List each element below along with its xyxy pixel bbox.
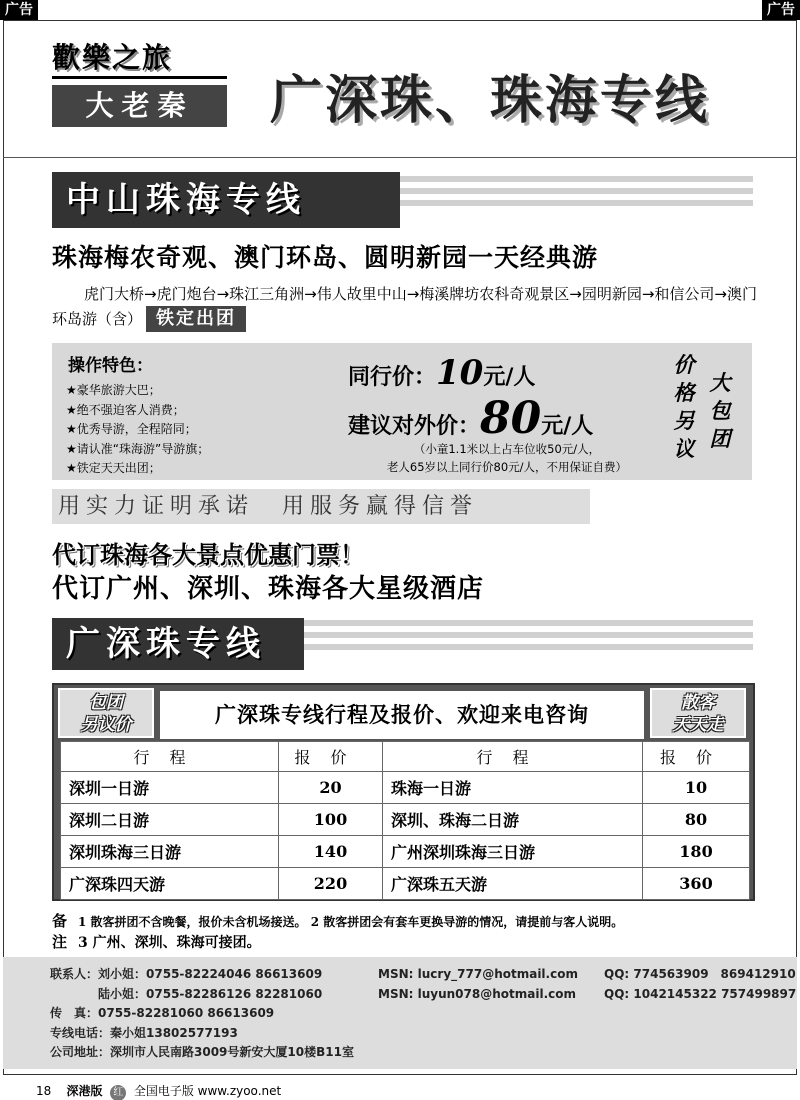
ad-tag-right: 广告 bbox=[762, 0, 800, 20]
table-row bbox=[61, 804, 750, 836]
contact-phone: 0755-82224046 86613609 bbox=[146, 967, 323, 981]
feature-item: ★绝不强迫客人消费； bbox=[66, 402, 185, 417]
feature-item: ★豪华旅游大巴； bbox=[66, 383, 161, 397]
section-banner-zhongshan: 中山珠海专线 bbox=[52, 172, 400, 228]
badge-line: 散客 bbox=[681, 693, 715, 713]
contact-phone: 0755-82286126 82281060 bbox=[146, 986, 323, 1001]
feature-item: ★优秀导游，全程陪同； bbox=[66, 422, 197, 436]
retail-price-label: 建议对外价： bbox=[348, 414, 481, 439]
vertical-text-group: 大包团 bbox=[709, 370, 731, 451]
contact-row bbox=[50, 985, 797, 1005]
ticket-line: 代订珠海各大景点优惠门票！ bbox=[52, 541, 364, 569]
price-cell: 140 bbox=[279, 836, 383, 868]
retail-price bbox=[348, 393, 593, 444]
trade-price-value: 10 bbox=[436, 353, 484, 393]
group-price-badge bbox=[58, 688, 154, 738]
price-note bbox=[342, 440, 672, 476]
price-note-line: 老人65岁以上同行价80元/人，不用保证自费） bbox=[386, 460, 628, 474]
fax-row: 传 真：0755-82281060 86613609 bbox=[50, 1006, 275, 1020]
price-cell: 80 bbox=[643, 804, 750, 836]
price-cell: 100 bbox=[279, 804, 383, 836]
trade-price bbox=[348, 353, 535, 393]
logo-bottom: 大老秦 bbox=[52, 85, 227, 127]
price-table-box bbox=[52, 683, 755, 901]
contact-name: 刘小姐： bbox=[98, 967, 147, 981]
page-number: 18 bbox=[36, 1084, 52, 1098]
notes-label: 备 bbox=[52, 912, 68, 930]
contact-block bbox=[3, 957, 797, 1069]
table-row bbox=[61, 868, 750, 900]
features-title: 操作特色： bbox=[68, 356, 153, 376]
route-cell: 深圳一日游 bbox=[61, 772, 279, 804]
badge-line: 另议价 bbox=[80, 715, 132, 735]
col-header-price: 报价 bbox=[643, 742, 750, 772]
route-cell: 广深珠五天游 bbox=[383, 868, 643, 900]
route-cell: 深圳二日游 bbox=[61, 804, 279, 836]
hotel-line: 代订广州、深圳、珠海各大星级酒店 bbox=[52, 574, 485, 604]
table-header bbox=[61, 742, 750, 772]
banner-stripes bbox=[395, 176, 753, 208]
slogan: 用实力证明承诺 用服务赢得信誉 bbox=[52, 489, 590, 524]
route-cell: 深圳、珠海二日游 bbox=[383, 804, 643, 836]
address-row: 公司地址：深圳市人民南路3009号新安大厦10楼B11室 bbox=[50, 1045, 354, 1059]
notes-label: 注 bbox=[52, 933, 68, 951]
note-text: 3 广州、深圳、珠海可接团。 bbox=[78, 935, 261, 951]
contact-row bbox=[50, 965, 797, 985]
banner-stripes bbox=[300, 620, 753, 652]
tour-title: 珠海梅农奇观、澳门环岛、圆明新园一天经典游 bbox=[52, 243, 599, 272]
route-cell: 珠海一日游 bbox=[383, 772, 643, 804]
price-cell: 10 bbox=[643, 772, 750, 804]
route-cell: 深圳珠海三日游 bbox=[61, 836, 279, 868]
col-header-route: 行程 bbox=[61, 742, 279, 772]
route-cell: 广州深圳珠海三日游 bbox=[383, 836, 643, 868]
contact-name: 陆小姐： bbox=[98, 986, 147, 1001]
table-row bbox=[61, 836, 750, 868]
feature-item: ★铁定天天出团； bbox=[66, 461, 161, 475]
features-list bbox=[66, 381, 209, 479]
contact-qq: QQ: 1042145322 757499897 bbox=[604, 986, 797, 1001]
page-footer bbox=[36, 1082, 281, 1100]
contact-msn: MSN: luyun078@hotmail.com bbox=[378, 986, 577, 1001]
vertical-text-price: 价格另议 bbox=[673, 352, 695, 461]
daily-tour-badge bbox=[650, 688, 746, 738]
page-headline: 广深珠、珠海专线 bbox=[270, 70, 711, 131]
contact-msn: MSN: lucry_777@hotmail.com bbox=[378, 967, 578, 981]
route-text bbox=[52, 282, 762, 332]
trade-price-label: 同行价： bbox=[348, 365, 437, 390]
price-note-line: （小童1.1米以上占车位收50元/人， bbox=[413, 442, 601, 456]
note-line bbox=[52, 932, 623, 953]
price-cell: 20 bbox=[279, 772, 383, 804]
retail-price-unit: 元/人 bbox=[541, 414, 594, 439]
price-cell: 180 bbox=[643, 836, 750, 868]
section-banner-gsz: 广深珠专线 bbox=[52, 618, 304, 670]
price-cell: 360 bbox=[643, 868, 750, 900]
features-panel bbox=[52, 343, 752, 480]
brand-logo bbox=[52, 40, 227, 127]
price-cell: 220 bbox=[279, 868, 383, 900]
price-table bbox=[60, 741, 750, 900]
notes bbox=[52, 911, 623, 953]
table-row bbox=[61, 772, 750, 804]
edition-mark-icon: 红 bbox=[110, 1085, 126, 1100]
logo-top: 歡樂之旅 bbox=[52, 40, 227, 79]
departure-badge: 铁定出团 bbox=[146, 306, 246, 332]
note-text: 1 散客拼团不含晚餐，报价未含机场接送。 2 散客拼团会有套车更换导游的情况，请提前与客人说明。 bbox=[78, 915, 624, 929]
feature-item: ★请认准“珠海游”导游旗； bbox=[66, 441, 210, 456]
badge-line: 包团 bbox=[89, 693, 123, 713]
note-line bbox=[52, 911, 623, 932]
edition-label: 深港版 bbox=[66, 1084, 103, 1098]
col-header-price: 报价 bbox=[279, 742, 383, 772]
retail-price-value: 80 bbox=[480, 393, 542, 444]
trade-price-unit: 元/人 bbox=[483, 365, 536, 390]
route: 虎门大桥→虎门炮台→珠江三角洲→伟人故里中山→梅溪牌坊农科奇观景区→园明新园→和信公司→澳门环岛游（含） bbox=[52, 285, 757, 328]
ad-tag-left: 广告 bbox=[0, 0, 38, 20]
site-label: 全国电子版 www.zyoo.net bbox=[133, 1084, 282, 1098]
hotline-row: 专线电话：秦小姐13802577193 bbox=[50, 1025, 238, 1040]
col-header-route: 行程 bbox=[383, 742, 643, 772]
contact-qq: QQ: 774563909 869412910 bbox=[604, 967, 796, 981]
table-title: 广深珠专线行程及报价、欢迎来电咨询 bbox=[160, 691, 644, 739]
contact-label: 联系人： bbox=[50, 967, 99, 981]
divider bbox=[3, 157, 797, 158]
route-cell: 广深珠四天游 bbox=[61, 868, 279, 900]
badge-line: 天天走 bbox=[672, 715, 724, 735]
